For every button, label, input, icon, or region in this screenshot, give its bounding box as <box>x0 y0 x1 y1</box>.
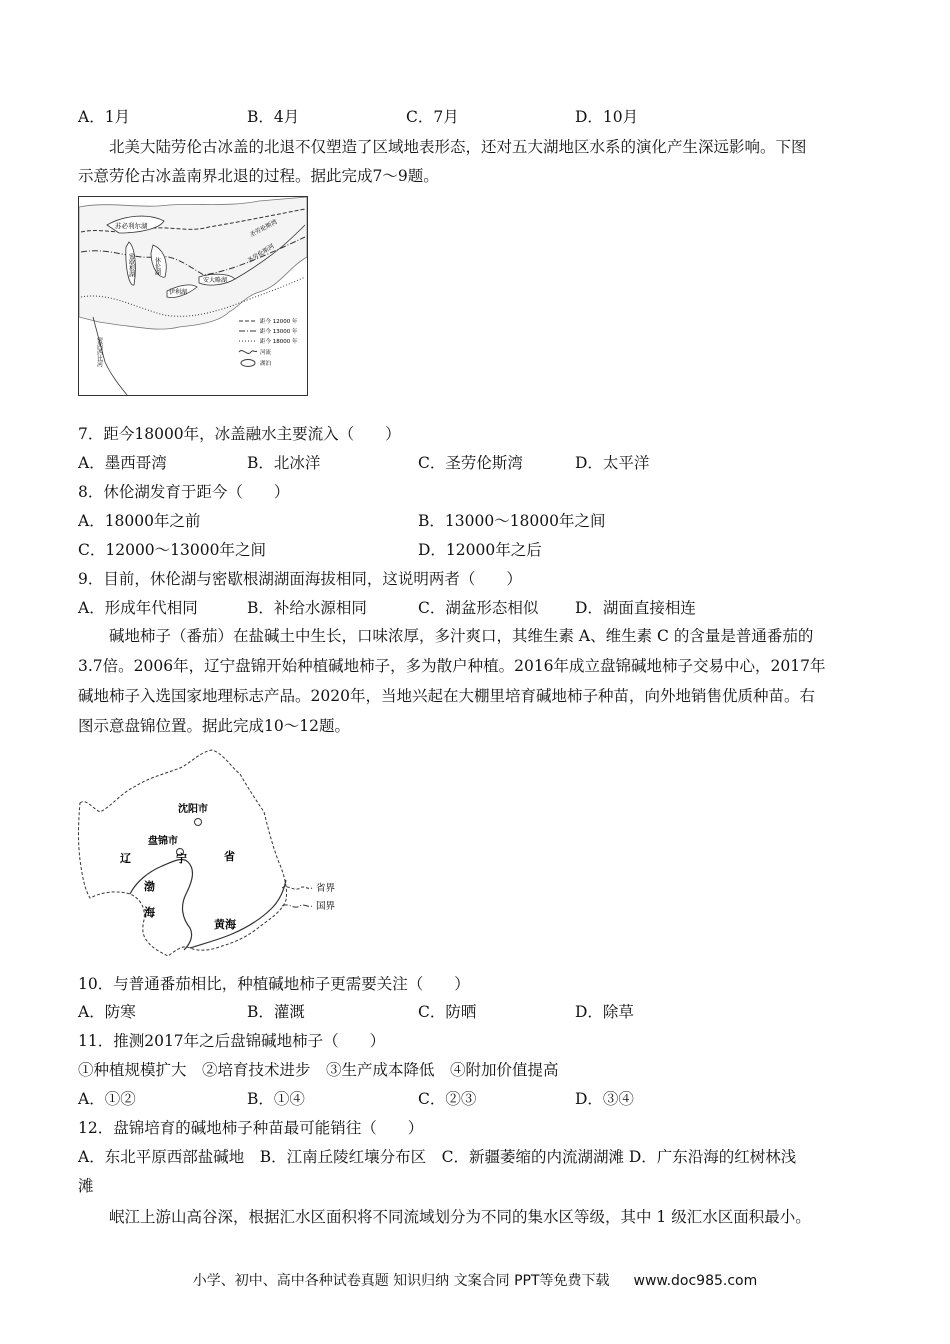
intro-next: 岷江上游山高谷深，根据汇水区面积将不同流域划分为不同的集水区等级，其中 1 级汇水区面积最小。 <box>109 1208 811 1226</box>
q11-option-d: D．③④ <box>575 1090 634 1108</box>
mississippi-river-label: 密西西比河 <box>95 337 103 367</box>
q7-option-c: C．圣劳伦斯湾 <box>418 454 523 472</box>
q6-option-c: C．7月 <box>406 108 459 126</box>
legend-river: 河流 <box>260 350 272 356</box>
legend-province-border: 省界 <box>316 883 336 894</box>
yellow-sea-label: 黄海 <box>214 918 236 931</box>
q9-option-a: A．形成年代相同 <box>78 599 198 617</box>
q7-option-b: B．北冰洋 <box>247 454 321 472</box>
intro-10-12-line4: 图示意盘锦位置。据此完成10～12题。 <box>78 717 350 735</box>
page-footer <box>0 1270 950 1290</box>
q8-option-d: D．12000年之后 <box>418 541 542 559</box>
province-char-ning: 宁 <box>176 852 187 865</box>
q12-options-line1: A．东北平原西部盐碱地 B．江南丘陵红壤分布区 C．新疆萎缩的内流湖湖滩 D．广东沿海的红树林浅 <box>78 1148 797 1166</box>
ice-sheet-map-svg <box>79 197 307 395</box>
q9-option-d: D．湖面直接相连 <box>575 599 696 617</box>
q10-stem: 10．与普通番茄相比，种植碱地柿子更需要关注（ ） <box>78 975 470 993</box>
map2-legend <box>282 882 336 912</box>
q10-option-a: A．防寒 <box>78 1003 136 1021</box>
bohai-char-1: 渤 <box>144 880 155 893</box>
intro-10-12-line2: 3.7倍。2006年，辽宁盘锦开始种植碱地柿子，多为散户种植。2016年成立盘锦碱地柿子交易中心，2017年 <box>78 657 826 675</box>
q7-stem: 7．距今18000年，冰盖融水主要流入（ ） <box>78 425 401 443</box>
lake-superior-label: 苏必利尔湖 <box>115 222 148 230</box>
q11-option-c: C．②③ <box>418 1090 477 1108</box>
q8-option-c: C．12000～13000年之间 <box>78 541 266 559</box>
q7-option-a: A．墨西哥湾 <box>78 454 167 472</box>
province-char-liao: 辽 <box>120 852 131 865</box>
q9-stem: 9．目前，休伦湖与密歇根湖湖面海拔相同，这说明两者（ ） <box>78 570 522 588</box>
footer-url[interactable]: www.doc985.com <box>633 1273 758 1289</box>
q11-option-a: A．①② <box>78 1090 136 1108</box>
lake-michigan-label: 密歇根湖 <box>127 253 135 277</box>
q12-options-line2: 滩 <box>78 1177 94 1195</box>
q6-option-b: B．4月 <box>247 108 300 126</box>
q11-option-b: B．①④ <box>247 1090 305 1108</box>
legend-18000: 距今 18000 年 <box>260 339 298 345</box>
legend-national-border: 国界 <box>316 901 336 912</box>
q10-option-b: B．灌溉 <box>247 1003 305 1021</box>
q9-option-c: C．湖盆形态相似 <box>418 599 539 617</box>
intro-7-9-line1: 北美大陆劳伦古冰盖的北退不仅塑造了区域地表形态，还对五大湖地区水系的演化产生深远影响。下图 <box>109 138 807 156</box>
intro-7-9-line2: 示意劳伦古冰盖南界北退的过程。据此完成7～9题。 <box>78 167 439 185</box>
intro-10-12-line3: 碱地柿子入选国家地理标志产品。2020年，当地兴起在大棚里培育碱地柿子种苗，向外地销售优质种苗。右 <box>78 687 815 705</box>
intro-10-12-line1: 碱地柿子（番茄）在盐碱土中生长，口味浓厚，多汁爽口，其维生素 A、维生素 C 的含量是普通番茄的 <box>109 627 814 645</box>
legend-12000: 距今 12000 年 <box>260 319 298 325</box>
q8-option-a: A．18000年之前 <box>78 512 201 530</box>
panjin-label: 盘锦市 <box>148 836 178 847</box>
lake-erie-label: 伊利湖 <box>169 289 188 296</box>
map1-legend <box>239 317 298 367</box>
panjin-map-svg <box>72 748 362 958</box>
q11-statements: ①种植规模扩大 ②培育技术进步 ③生产成本降低 ④附加价值提高 <box>78 1061 559 1079</box>
bohai-char-2: 海 <box>144 906 155 919</box>
shenyang-label: 沈阳市 <box>178 804 208 815</box>
q6-option-a: A．1月 <box>78 108 131 126</box>
q8-stem: 8．休伦湖发育于距今（ ） <box>78 483 290 501</box>
st-lawrence-gulf-label: 圣劳伦斯湾 <box>248 218 279 239</box>
st-lawrence-river-label: 圣劳伦斯河 <box>246 242 276 265</box>
q10-option-c: C．防晒 <box>418 1003 477 1021</box>
province-char-sheng: 省 <box>224 850 235 863</box>
legend-13000: 距今 13000 年 <box>260 329 298 335</box>
q12-stem: 12．盘锦培育的碱地柿子种苗最可能销往（ ） <box>78 1119 424 1137</box>
q6-option-d: D．10月 <box>575 108 639 126</box>
q11-stem: 11．推测2017年之后盘锦碱地柿子（ ） <box>78 1032 386 1050</box>
q7-option-d: D．太平洋 <box>575 454 650 472</box>
q8-option-b: B．13000～18000年之间 <box>418 512 606 530</box>
lake-ontario-label: 安大略湖 <box>203 277 228 284</box>
q9-option-b: B．补给水源相同 <box>247 599 367 617</box>
lake-huron-label: 休伦湖 <box>153 257 161 275</box>
q10-option-d: D．除草 <box>575 1003 634 1021</box>
ice-sheet-map <box>78 196 308 396</box>
footer-text: 小学、初中、高中各种试卷真题 知识归纳 文案合同 PPT等免费下载 <box>192 1273 610 1289</box>
panjin-location-map <box>72 748 362 958</box>
legend-lake: 湖泊 <box>260 361 272 367</box>
